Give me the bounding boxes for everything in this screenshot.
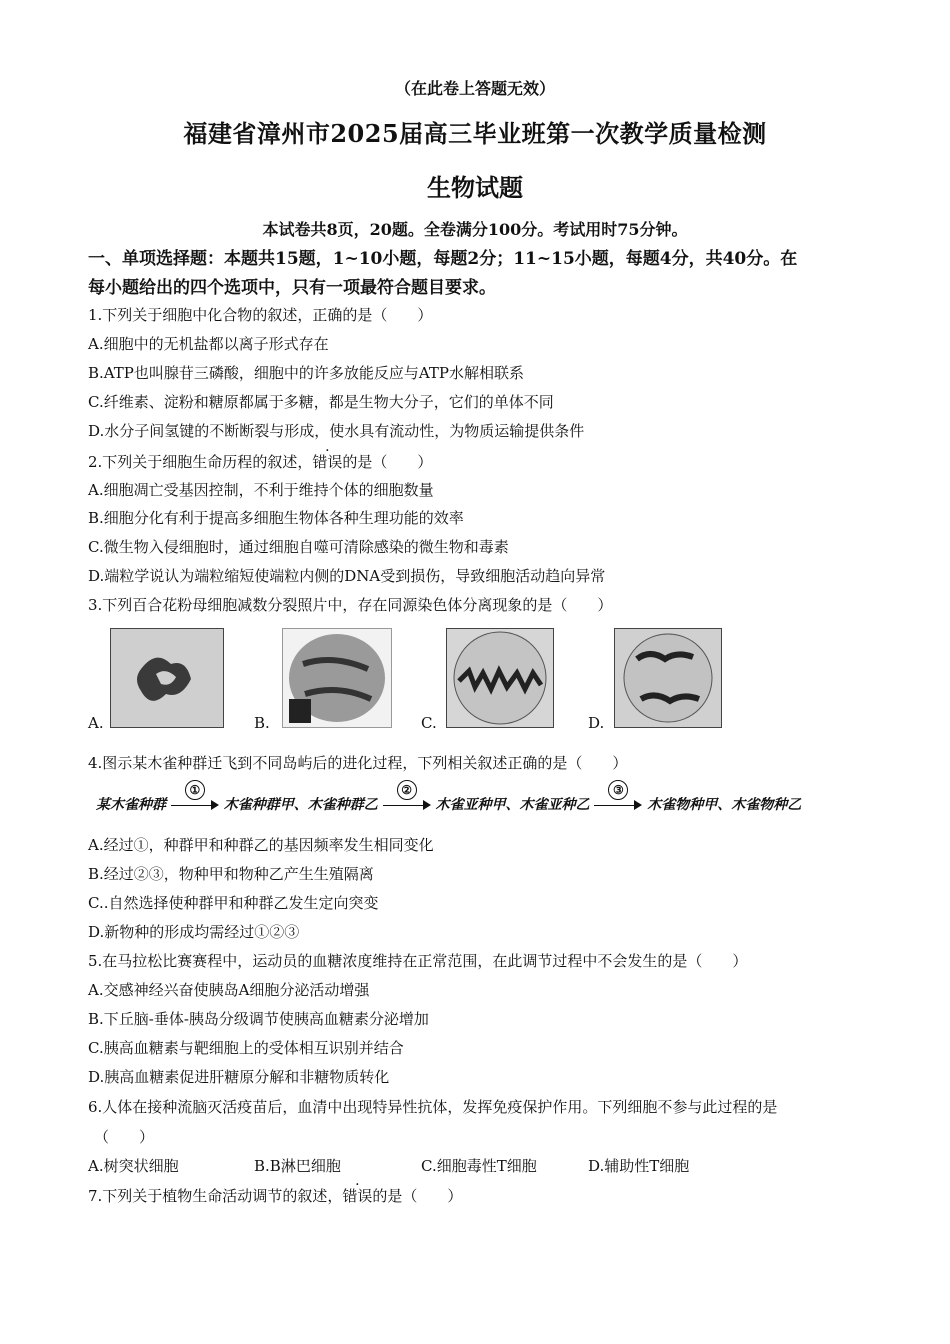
q1-option-d: D.水分子间氢键的不断断裂与形成，使水具有流动性，为物质运输提供条件: [88, 422, 585, 440]
q5-option-d: D.胰高血糖素促进肝糖原分解和非糖物质转化: [88, 1068, 390, 1086]
section-heading-line1: 一、单项选择题：本题共15题，1~10小题，每题2分；11~15小题，每题4分，共40分。在: [88, 249, 798, 269]
q7-stem-post: 的是（ ）: [372, 1187, 463, 1205]
q1-option-c: C.纤维素、淀粉和糖原都属于多糖，都是生物大分子，它们的单体不同: [88, 393, 554, 411]
micrograph-a: [110, 628, 224, 728]
q6-answer-paren: （ ）: [94, 1128, 155, 1146]
q2-option-d: D.端粒学说认为端粒缩短使端粒内侧的DNA受到损伤，导致细胞活动趋向异常: [88, 567, 606, 585]
q3-label-d: D.: [588, 714, 605, 732]
q2-stem-post: 的是（ ）: [342, 453, 433, 471]
q2-stem-pre: 2.下列关于细胞生命历程的叙述，: [88, 453, 313, 471]
exam-title: 福建省漳州市2025届高三毕业班第一次教学质量检测: [183, 119, 767, 148]
q2-option-c: C.微生物入侵细胞时，通过细胞自噬可清除感染的微生物和毒素: [88, 538, 509, 556]
q6-option-d: D.辅助性T细胞: [588, 1157, 690, 1175]
q1-stem: 1.下列关于细胞中化合物的叙述，正确的是（ ）: [88, 306, 433, 324]
q5-option-c: C.胰高血糖素与靶细胞上的受体相互识别并结合: [88, 1039, 404, 1057]
q3-label-c: C.: [421, 714, 437, 732]
q5-option-b: B.下丘脑-垂体-胰岛分级调节使胰高血糖素分泌增加: [88, 1010, 429, 1028]
exam-info: 本试卷共8页，20题。全卷满分100分。考试用时75分钟。: [262, 220, 688, 239]
flow-arrow-1: [171, 783, 219, 814]
q2-option-a: A.细胞凋亡受基因控制，不利于维持个体的细胞数量: [88, 481, 434, 499]
q1-option-b: B.ATP也叫腺苷三磷酸，细胞中的许多放能反应与ATP水解相联系: [88, 364, 525, 382]
q6-stem: 6.人体在接种流脑灭活疫苗后，血清中出现特异性抗体，发挥免疫保护作用。下列细胞不参与此过程的是: [88, 1098, 778, 1116]
flow-arrow-3: [594, 783, 642, 814]
q4-option-d: D.新物种的形成均需经过①②③: [88, 923, 300, 941]
micrograph-c: [446, 628, 554, 728]
micrograph-b: [282, 628, 392, 728]
micrograph-d: [614, 628, 722, 728]
q2-stem-emphasis: 错误: [312, 453, 343, 471]
q7-stem-pre: 7.下列关于植物生命活动调节的叙述，: [88, 1187, 343, 1205]
q3-label-a: A.: [88, 714, 104, 732]
flow-stage-1: 木雀种群甲、木雀种群乙: [223, 797, 378, 813]
q6-option-c: C.细胞毒性T细胞: [421, 1157, 537, 1175]
q2-stem: [88, 452, 432, 472]
q5-option-a: A.交感神经兴奋使胰岛A细胞分泌活动增强: [88, 981, 370, 999]
evolution-flow-diagram: [96, 783, 802, 814]
q1-option-a: A.细胞中的无机盐都以离子形式存在: [88, 335, 329, 353]
q4-stem: 4.图示某木雀种群迁飞到不同岛屿后的进化过程，下列相关叙述正确的是（ ）: [88, 754, 628, 772]
q6-option-b: B.B淋巴细胞: [254, 1157, 341, 1175]
q4-option-b: B.经过②③，物种甲和物种乙产生生殖隔离: [88, 865, 374, 883]
q7-stem-emphasis: 错误: [342, 1187, 373, 1205]
q5-stem: 5.在马拉松比赛赛程中，运动员的血糖浓度维持在正常范围，在此调节过程中不会发生的是（ ）: [88, 952, 748, 970]
invalid-answer-notice: （在此卷上答题无效）: [394, 79, 555, 98]
q6-option-a: A.树突状细胞: [88, 1157, 179, 1175]
flow-stage-3: 木雀物种甲、木雀物种乙: [647, 797, 802, 813]
q4-option-c: C..自然选择使种群甲和种群乙发生定向突变: [88, 894, 379, 912]
flow-stage-0: 某木雀种群: [96, 797, 166, 813]
q4-option-a: A.经过①，种群甲和种群乙的基因频率发生相同变化: [88, 836, 434, 854]
section-heading: [88, 245, 868, 303]
section-heading-line2: 每小题给出的四个选项中，只有一项最符合题目要求。: [88, 278, 496, 298]
q7-stem: [88, 1186, 462, 1206]
flow-step-2: ②: [397, 780, 417, 800]
q2-option-b: B.细胞分化有利于提高多细胞生物体各种生理功能的效率: [88, 509, 464, 527]
flow-step-1: ①: [185, 780, 205, 800]
subject-title: 生物试题: [427, 173, 523, 202]
flow-arrow-2: [383, 783, 431, 814]
q3-stem: 3.下列百合花粉母细胞减数分裂照片中，存在同源染色体分离现象的是（ ）: [88, 596, 613, 614]
q3-label-b: B.: [254, 714, 270, 732]
flow-step-3: ③: [608, 780, 628, 800]
flow-stage-2: 木雀亚种甲、木雀亚种乙: [435, 797, 590, 813]
